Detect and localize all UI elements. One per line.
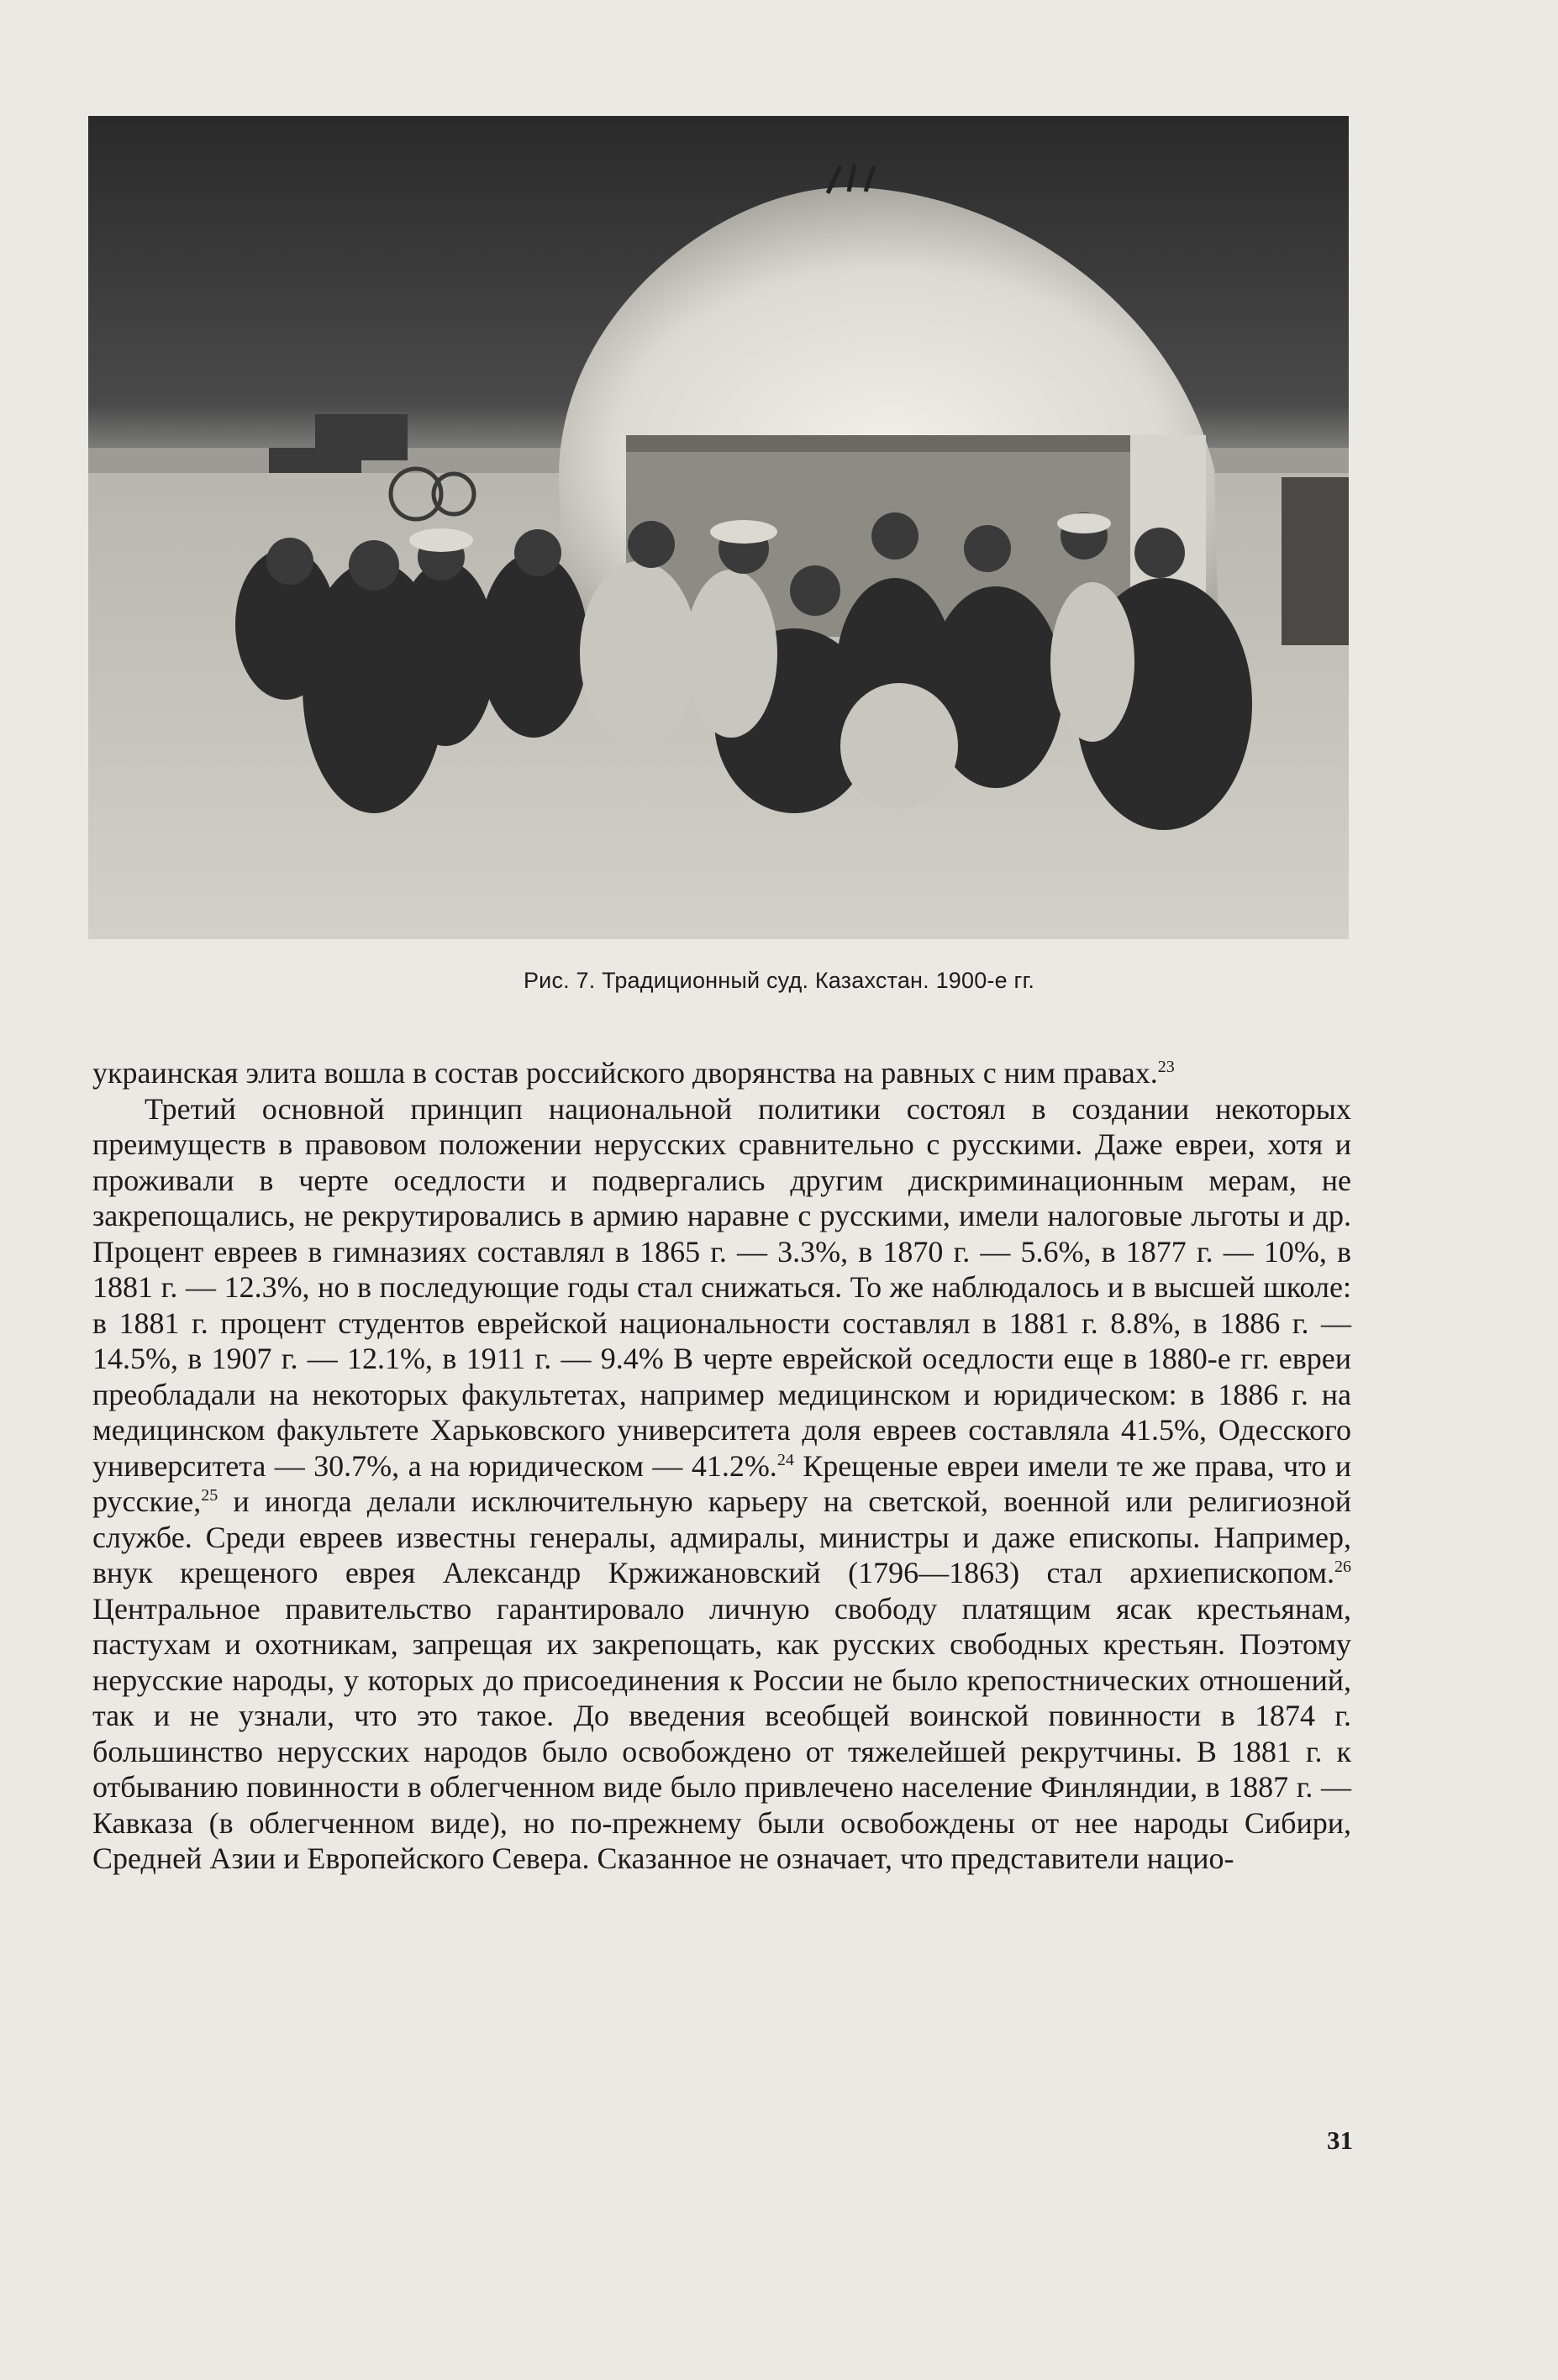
page-number: 31	[1327, 2125, 1353, 2155]
footnote-ref-25: 25	[201, 1486, 218, 1505]
figure-photograph	[88, 116, 1349, 939]
paragraph-2-segment-2: Крещеные евреи имели те же права, что и русские,	[92, 1448, 1352, 1518]
paragraph-1-text: украинская элита вошла в состав российского дворянства на равных с ним правах.	[92, 1056, 1158, 1090]
footnote-ref-26: 26	[1334, 1558, 1351, 1576]
paragraph-2	[92, 1091, 1351, 1877]
paragraph-2-segment-3: и иногда делали исключительную карьеру на светской, военной или религиозной службе. Среди евреев известны генералы, адмиралы, министры и даже епископы. Например, внук крещеного еврея Александр Кржижановский (1796—1863) стал архиепископом.	[92, 1484, 1351, 1589]
main-text	[92, 1055, 1351, 1877]
footnote-ref-24: 24	[776, 1450, 794, 1469]
photograph-image	[88, 116, 1349, 939]
paragraph-1	[92, 1055, 1351, 1091]
paragraph-2-segment-1: Третий основной принцип национальной политики состоял в создании некоторых преимуществ в правовом положении нерусских сравнительно с русскими. Даже евреи, хотя и проживали в черте оседлости и подвергались другим дискриминационным мерам, не закрепощались, не рекрутировались в армию наравне с русскими, имели налоговые льготы и др. Процент евреев в гимназиях составлял в 1865 г. — 3.3%, в 1870 г. — 5.6%, в 1877 г. — 10%, в 1881 г. — 12.3%, но в последующие годы стал снижаться. То же наблюдалось и в высшей школе: в 1881 г. процент студентов еврейской национальности составлял в 1881 г. 8.8%, в 1886 г. — 14.5%, в 1907 г. — 12.1%, в 1911 г. — 9.4% В черте еврейской оседлости еще в 1880-е гг. евреи преобладали на некоторых факультетах, например медицинском и юридическом: в 1886 г. на медицинском факультете Харьковского университета доля евреев составляла 41.5%, Одесского университета — 30.7%, а на юридическом — 41.2%.	[92, 1091, 1351, 1483]
paragraph-2-segment-4: Центральное правительство гарантировало личную свободу платящим ясак крестьянам, пастухам и охотникам, запрещая их закрепощать, как русских свободных крестьян. Поэтому нерусские народы, у которых до присоединения к России не было крепостнических отношений, так и не узнали, что это такое. До введения всеобщей воинской повинности в 1874 г. большинство нерусских народов было освобождено от тяжелейшей рекрутчины. В 1881 г. к отбыванию повинности в облегченном виде было привлечено население Финляндии, в 1887 г. — Кавказа (в облегченном виде), но по-прежнему были освобождены от нее народы Сибири, Средней Азии и Европейского Севера. Сказанное не означает, что представители нацио-	[92, 1591, 1351, 1875]
figure-caption: Рис. 7. Традиционный суд. Казахстан. 1900-е гг.	[523, 968, 1035, 993]
footnote-ref-23: 23	[1157, 1058, 1175, 1076]
